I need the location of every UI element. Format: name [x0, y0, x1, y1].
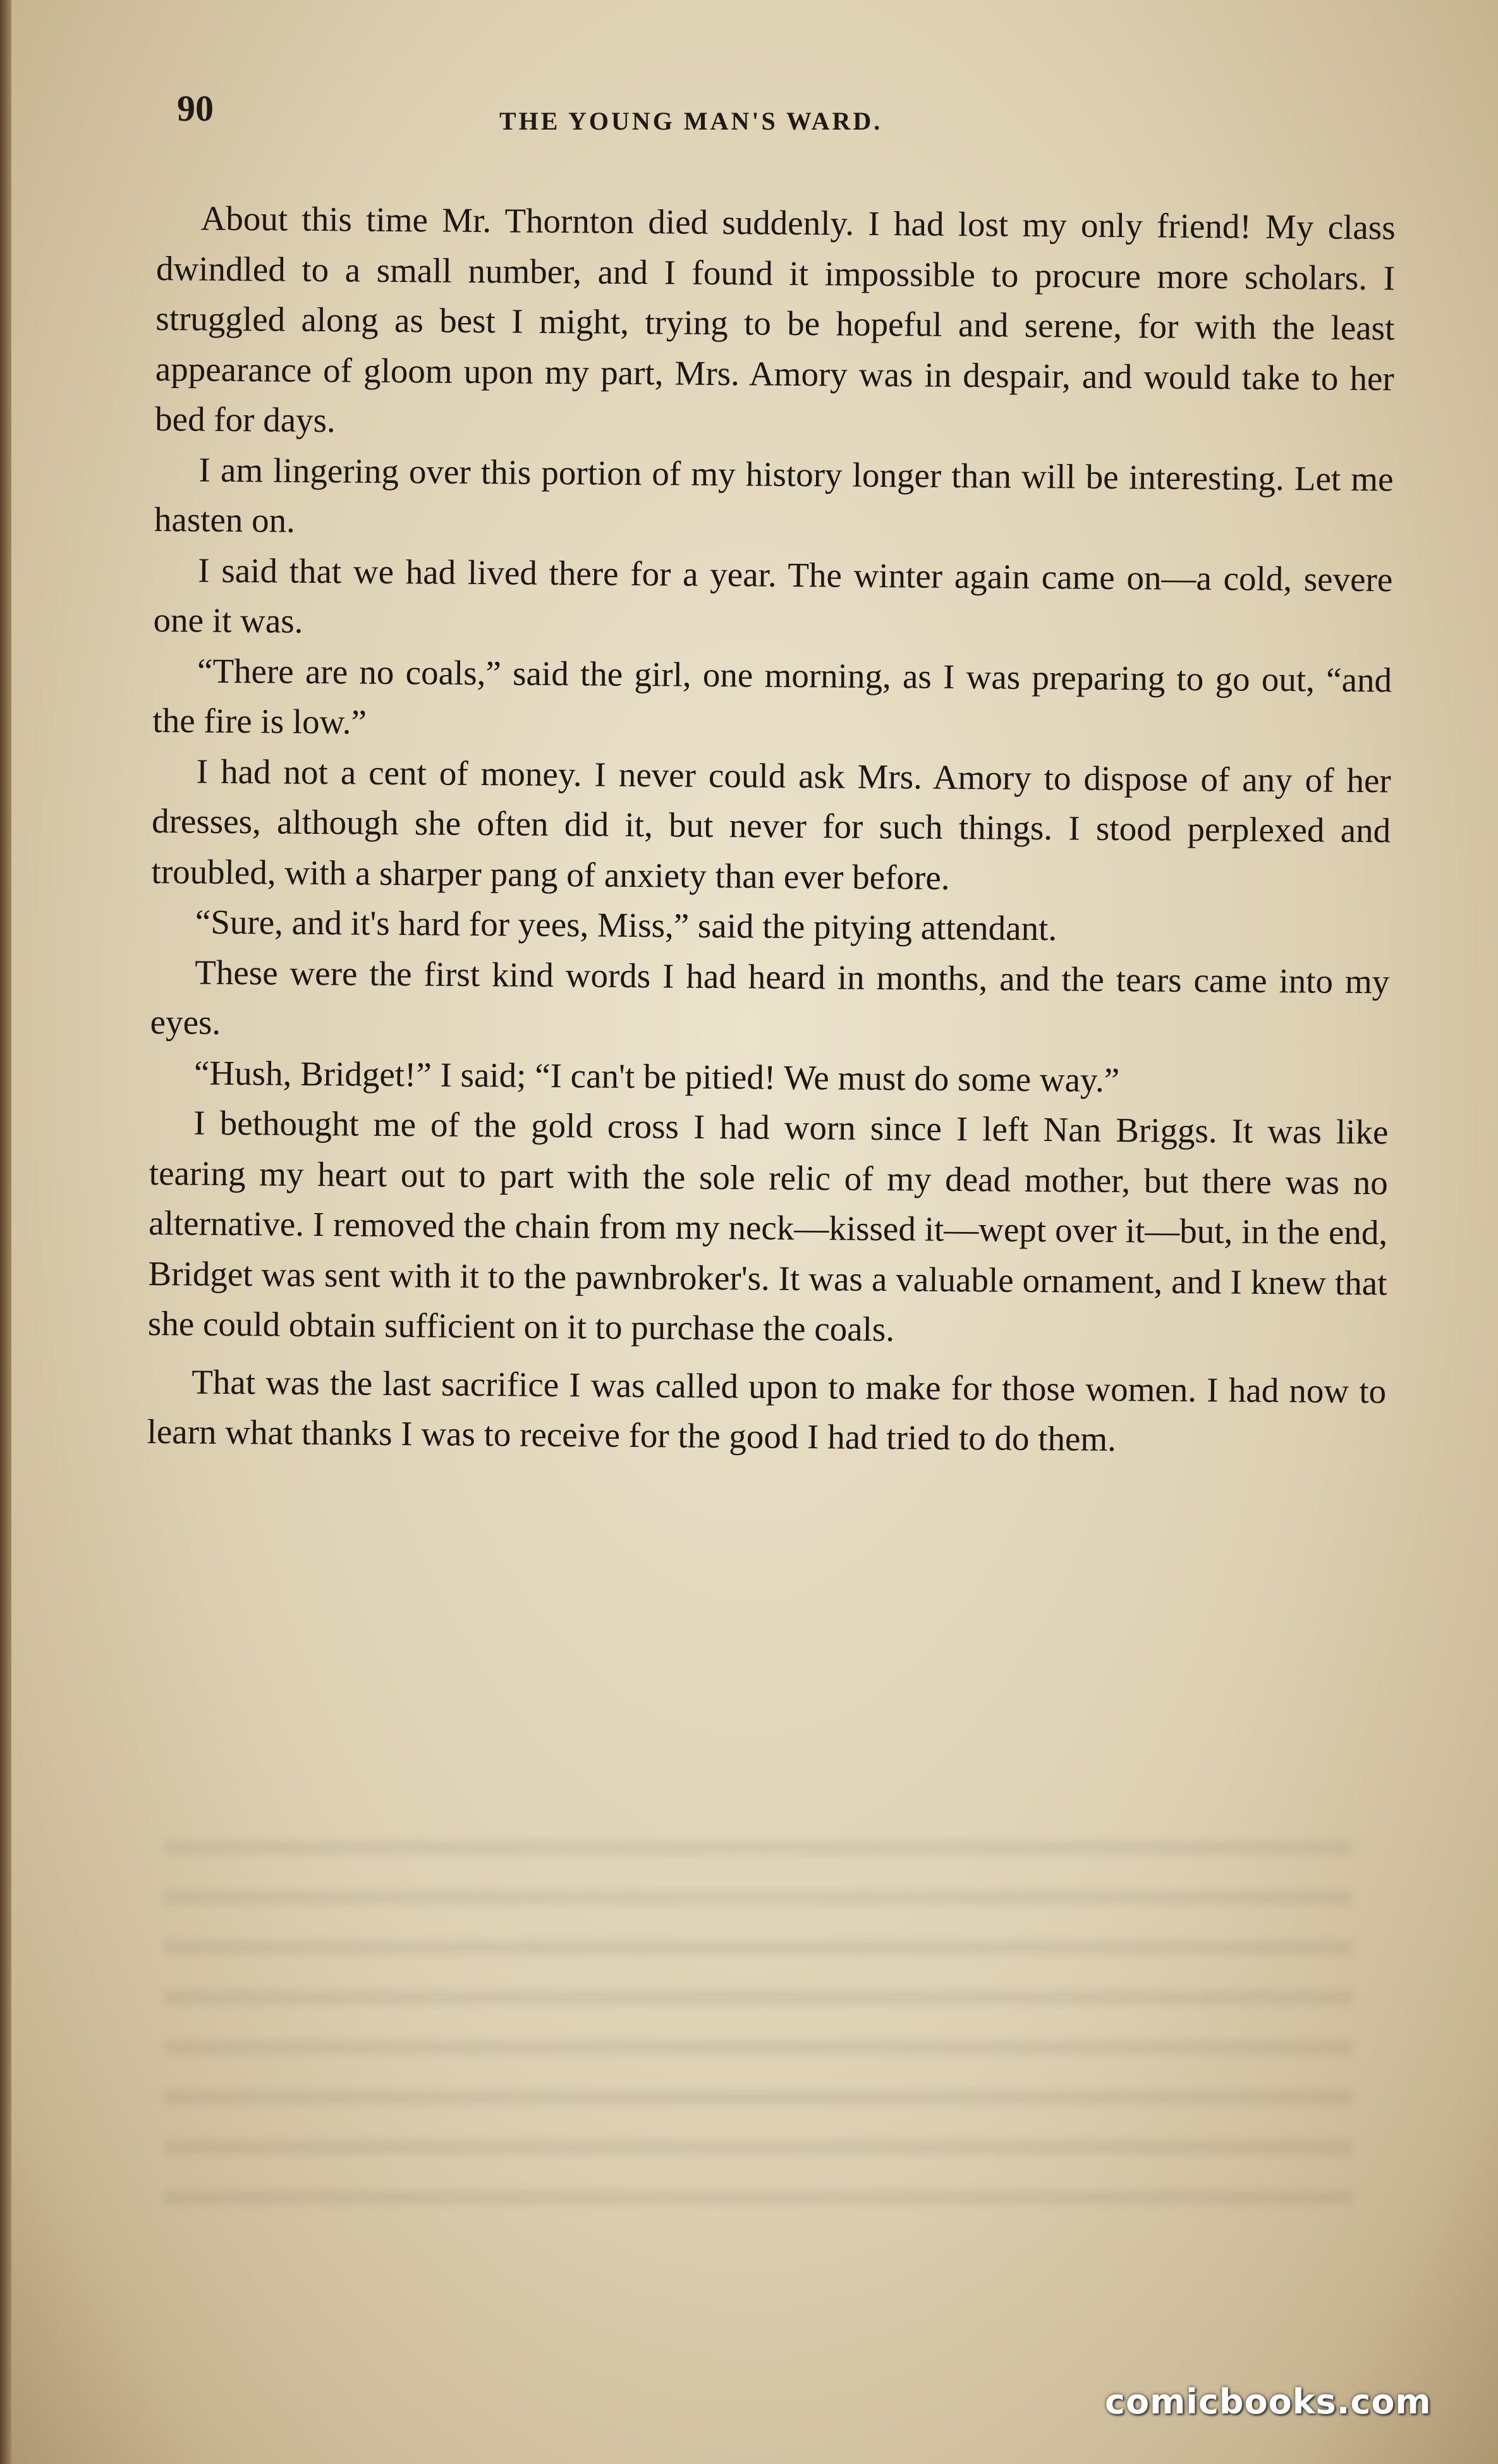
paragraph: These were the first kind words I had heard in months, and the tears came into my eyes.	[150, 953, 1390, 1042]
paragraph: I bethought me of the gold cross I had worn since I left Nan Briggs. It was like tearing my heart out to part with the sole relic of my dead mother, but there was no alternative. I removed the chain from my neck—kissed it—wept over it—but, in the end, Bridget was sent with it to the pawnbroker's. It was a valuable ornament, and I knew that she could obtain sufficient on it to purchase the coals.	[147, 1103, 1389, 1349]
page-number: 90	[177, 88, 214, 129]
paragraph: “Hush, Bridget!” I said; “I can't be pitied! We must do some way.”	[193, 1053, 1120, 1099]
page-header	[177, 87, 1365, 144]
site-watermark: comicbooks.com	[1105, 2382, 1432, 2422]
paragraph: I said that we had lived there for a year. The winter again came on—a cold, severe one it was.	[153, 551, 1393, 640]
paragraph: That was the last sacrifice I was called upon to make for those women. I had now to learn what thanks I was to receive for the good I had tried to do them.	[147, 1362, 1387, 1458]
paragraph: I had not a cent of money. I never could ask Mrs. Amory to dispose of any of her dresses, although she often did it, but never for such things. I stood perplexed and troubled, with a sharper pang of anxiety than ever before.	[151, 752, 1392, 897]
show-through-from-reverse	[164, 1821, 1353, 2212]
paragraph: About this time Mr. Thornton died suddenly. I had lost my only friend! My class dwindled to a small number, and I found it impossible to procure more scholars. I struggled along as best I might, trying to be hopeful and serene, for with the least appearance of gloom upon my part, Mrs. Amory was in despair, and would take to her bed for days.	[154, 198, 1396, 440]
paragraph: “Sure, and it's hard for yees, Miss,” said the pitying attendant.	[195, 902, 1057, 948]
page-edge-shadow	[0, 0, 11, 2464]
running-head: THE YOUNG MAN'S WARD.	[499, 107, 883, 135]
body-text	[147, 193, 1396, 1467]
paragraph: I am lingering over this portion of my history longer than will be interesting. Let me hasten on.	[154, 450, 1394, 540]
paragraph: “There are no coals,” said the girl, one morning, as I was preparing to go out, “and the fire is low.”	[152, 651, 1392, 741]
